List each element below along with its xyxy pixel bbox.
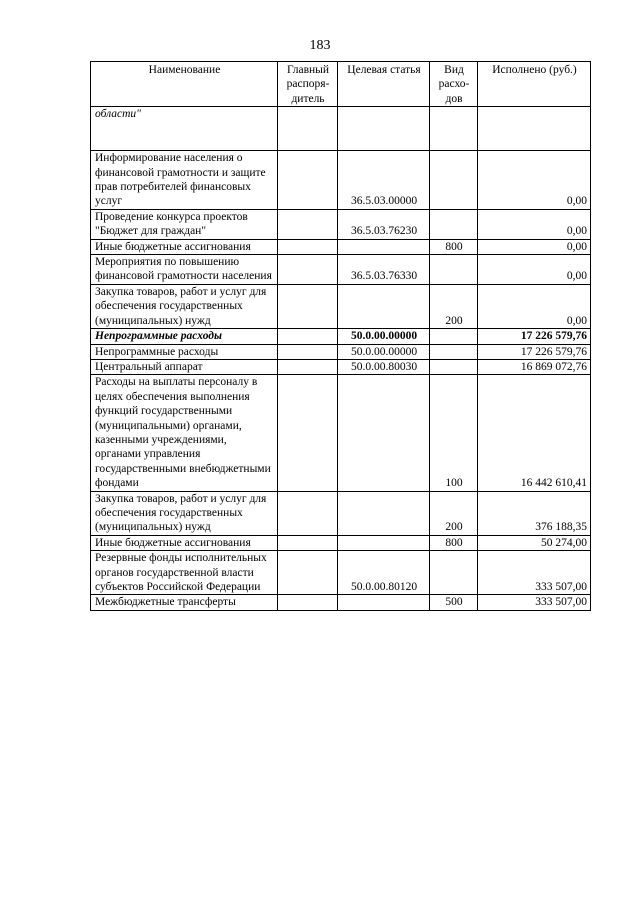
cell-name: Информирование населения о финансовой грамотности и защите прав потребителей финансовых услуг: [91, 151, 278, 210]
cell-manager: [278, 595, 338, 610]
header-type: Вид расхо- дов: [430, 62, 478, 107]
cell-manager: [278, 255, 338, 285]
cell-amount: 376 188,35: [478, 491, 591, 535]
table-row: [91, 284, 591, 328]
cell-name: Непрограммные расходы: [91, 329, 278, 344]
cell-manager: [278, 329, 338, 344]
table-row: [91, 375, 591, 491]
header-target: Целевая статья: [338, 62, 430, 107]
cell-amount: 16 442 610,41: [478, 375, 591, 491]
cell-amount: 17 226 579,76: [478, 344, 591, 359]
cell-type: [430, 255, 478, 285]
cell-target: 50.0.00.80030: [338, 359, 430, 374]
table-row: [91, 255, 591, 285]
cell-manager: [278, 551, 338, 595]
cell-manager: [278, 344, 338, 359]
cell-name: Иные бюджетные ассигнования: [91, 239, 278, 254]
cell-target: 36.5.03.00000: [338, 151, 430, 210]
cell-type: 100: [430, 375, 478, 491]
cell-name: Межбюджетные трансферты: [91, 595, 278, 610]
cell-target: 50.0.00.80120: [338, 551, 430, 595]
cell-target: [338, 535, 430, 550]
cell-manager: [278, 359, 338, 374]
cell-amount: 0,00: [478, 239, 591, 254]
cell-type: 800: [430, 535, 478, 550]
cell-amount: 16 869 072,76: [478, 359, 591, 374]
cell-type: [430, 344, 478, 359]
empty-cell: [478, 107, 591, 151]
header-amount: Исполнено (руб.): [478, 62, 591, 107]
cell-type: [430, 151, 478, 210]
cell-name: Закупка товаров, работ и услуг для обеспечения государственных (муниципальных) нужд: [91, 284, 278, 328]
cell-type: [430, 551, 478, 595]
table-row: [91, 209, 591, 239]
table-body: [91, 107, 591, 611]
cell-amount: 0,00: [478, 151, 591, 210]
cell-type: 200: [430, 284, 478, 328]
cell-manager: [278, 284, 338, 328]
cell-name: Мероприятия по повышению финансовой грамотности населения: [91, 255, 278, 285]
table-row: [91, 344, 591, 359]
cell-target: 50.0.00.00000: [338, 344, 430, 359]
cell-name: Иные бюджетные ассигнования: [91, 535, 278, 550]
cell-amount: 333 507,00: [478, 551, 591, 595]
continuation-row: [91, 107, 591, 151]
cell-target: [338, 595, 430, 610]
cell-amount: 17 226 579,76: [478, 329, 591, 344]
cell-amount: 50 274,00: [478, 535, 591, 550]
cell-type: 200: [430, 491, 478, 535]
table-row: [91, 151, 591, 210]
table-row: [91, 551, 591, 595]
cell-name: Закупка товаров, работ и услуг для обеспечения государственных (муниципальных) нужд: [91, 491, 278, 535]
cell-target: [338, 284, 430, 328]
page-number: 183: [309, 38, 331, 53]
cell-target: [338, 239, 430, 254]
continuation-cell: области": [91, 107, 278, 151]
header-row: [91, 62, 591, 107]
empty-cell: [338, 107, 430, 151]
cell-target: [338, 491, 430, 535]
cell-name: Резервные фонды исполнительных органов государственной власти субъектов Российской Федерации: [91, 551, 278, 595]
table-row: [91, 329, 591, 344]
table-row: [91, 239, 591, 254]
cell-name: Проведение конкурса проектов "Бюджет для граждан": [91, 209, 278, 239]
cell-manager: [278, 375, 338, 491]
cell-target: 36.5.03.76230: [338, 209, 430, 239]
cell-target: 50.0.00.00000: [338, 329, 430, 344]
cell-name: Непрограммные расходы: [91, 344, 278, 359]
cell-type: [430, 329, 478, 344]
cell-manager: [278, 491, 338, 535]
cell-type: [430, 359, 478, 374]
cell-target: 36.5.03.76330: [338, 255, 430, 285]
cell-manager: [278, 151, 338, 210]
cell-type: [430, 209, 478, 239]
empty-cell: [430, 107, 478, 151]
cell-type: 500: [430, 595, 478, 610]
cell-manager: [278, 209, 338, 239]
table-row: [91, 359, 591, 374]
cell-amount: 0,00: [478, 255, 591, 285]
cell-name: Расходы на выплаты персоналу в целях обеспечения выполнения функций государственными (муниципальными) органами, казенными учреждениями, органами управления государственными внебюджетными фондами: [91, 375, 278, 491]
cell-amount: 333 507,00: [478, 595, 591, 610]
header-name: Наименование: [91, 62, 278, 107]
cell-amount: 0,00: [478, 284, 591, 328]
cell-name: Центральный аппарат: [91, 359, 278, 374]
table-row: [91, 535, 591, 550]
cell-manager: [278, 239, 338, 254]
table-row: [91, 491, 591, 535]
cell-target: [338, 375, 430, 491]
cell-amount: 0,00: [478, 209, 591, 239]
cell-manager: [278, 535, 338, 550]
table-header: [91, 62, 591, 107]
budget-execution-table: [90, 61, 591, 611]
empty-cell: [278, 107, 338, 151]
header-manager: Главный распоря- дитель: [278, 62, 338, 107]
cell-type: 800: [430, 239, 478, 254]
table-row: [91, 595, 591, 610]
